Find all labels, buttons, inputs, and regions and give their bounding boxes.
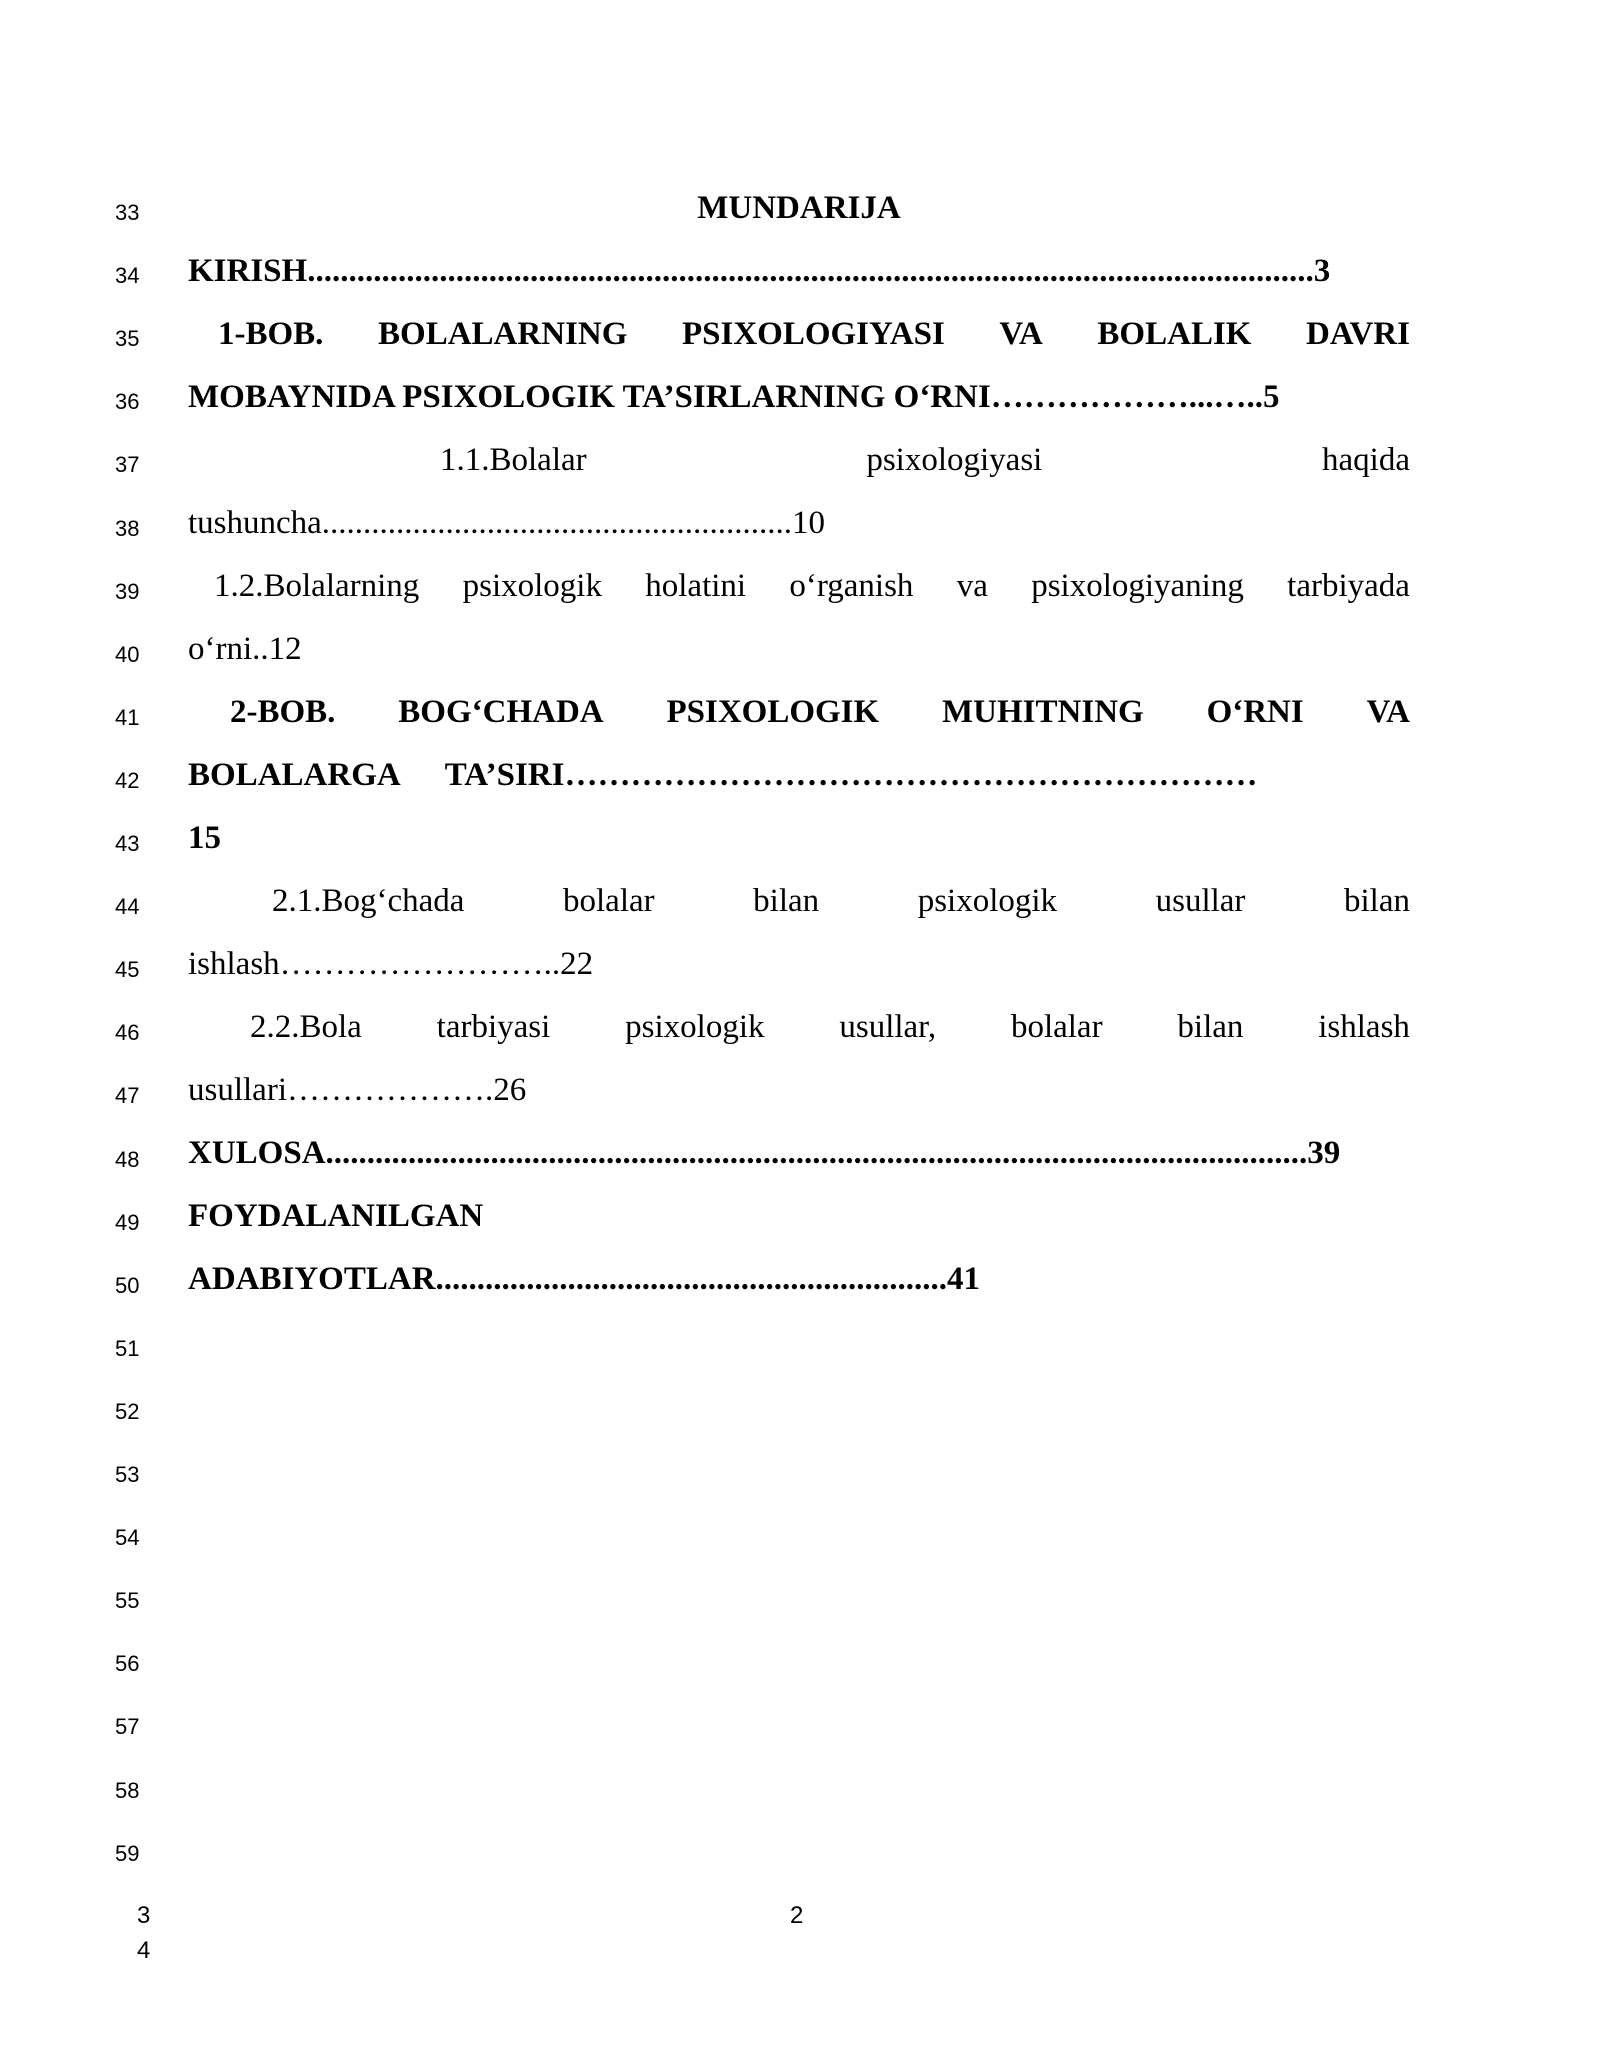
toc-word: BOLALIK — [1097, 316, 1252, 352]
toc-word: usullar — [1155, 883, 1246, 919]
toc-word: psixologiyasi — [866, 442, 1043, 478]
toc-word: PSIXOLOGIK — [666, 694, 880, 730]
line-number: 33 — [115, 200, 140, 225]
toc-word: usullar, — [839, 1009, 937, 1045]
toc-word: 2-BOB. — [230, 694, 336, 730]
toc-word: BOG‘CHADA — [398, 694, 604, 730]
toc-entry-kirish[interactable]: KIRISH..........................................................................................................................3 — [188, 253, 1331, 289]
toc-entry-2-2-line1[interactable] — [250, 1007, 1410, 1047]
toc-word: tarbiyasi — [436, 1009, 551, 1045]
line-number: 50 — [115, 1272, 140, 1298]
line-number: 35 — [115, 326, 140, 352]
line-number: 58 — [115, 1777, 140, 1803]
toc-word: O‘RNI — [1206, 694, 1304, 730]
toc-entry-foyd-line2[interactable]: ADABIYOTLAR..............................................................41 — [188, 1261, 981, 1297]
toc-word: psixologik — [917, 883, 1058, 919]
toc-word: DAVRI — [1306, 316, 1410, 352]
line-number: 34 — [115, 263, 140, 289]
toc-word: psixologik — [625, 1009, 765, 1045]
toc-entry-bob1-line2[interactable]: MOBAYNIDA PSIXOLOGIK TA’SIRLARNING O‘RNI………………...…..5 — [188, 379, 1280, 415]
toc-entry-bob2-line3[interactable]: 15 — [188, 820, 221, 856]
toc-word: BOLALARGA — [188, 757, 401, 793]
toc-word: psixologiyaning — [1031, 568, 1244, 604]
toc-word: bolalar — [563, 883, 655, 919]
footer-line-number-bottom: 4 — [137, 1937, 151, 1964]
toc-entry-2-2-line2[interactable]: usullari……………….26 — [188, 1072, 527, 1108]
toc-word: bilan — [1343, 883, 1410, 919]
toc-entry-2-1-line2[interactable]: ishlash……………………..22 — [188, 946, 594, 982]
toc-entry-foyd-line1[interactable]: FOYDALANILGAN — [188, 1198, 484, 1234]
line-number: 38 — [115, 515, 140, 541]
toc-word: o‘rganish — [789, 568, 914, 604]
toc-word: va — [956, 568, 988, 604]
toc-word: PSIXOLOGIYASI — [681, 316, 945, 352]
line-number: 42 — [115, 767, 140, 793]
toc-word: bilan — [1177, 1009, 1244, 1045]
toc-entry-1-1-line1[interactable] — [440, 440, 1410, 480]
line-number: 57 — [115, 1714, 140, 1740]
toc-word: holatini — [645, 568, 747, 604]
line-number: 43 — [115, 831, 140, 856]
line-number: 48 — [115, 1146, 140, 1172]
line-number: 59 — [115, 1840, 140, 1866]
toc-word: 1.1.Bolalar — [440, 442, 587, 478]
toc-entry-bob2-line1[interactable] — [230, 692, 1410, 732]
toc-entry-1-1-line2[interactable]: tushuncha.........................................................10 — [188, 505, 826, 541]
line-number: 47 — [115, 1083, 140, 1109]
toc-word: 2.2.Bola — [250, 1009, 362, 1045]
toc-word: TA’SIRI……………………………………………………… — [444, 757, 1258, 793]
toc-entry-1-2-line1[interactable] — [214, 566, 1410, 606]
toc-word: haqida — [1322, 442, 1410, 478]
toc-word: 2.1.Bog‘chada — [272, 883, 465, 919]
line-number: 39 — [115, 578, 140, 604]
toc-word: bilan — [753, 883, 820, 919]
line-number: 55 — [115, 1588, 140, 1614]
toc-word: psixologik — [462, 568, 602, 604]
toc-word: ishlash — [1318, 1009, 1410, 1045]
toc-word: 1-BOB. — [218, 316, 324, 352]
toc-entry-xulosa[interactable]: XULOSA.......................................................................................................................39 — [188, 1135, 1341, 1171]
page-number: 2 — [790, 1902, 804, 1929]
toc-word: VA — [1366, 694, 1410, 730]
line-number: 46 — [115, 1020, 140, 1046]
toc-word: 1.2.Bolalarning — [214, 568, 420, 604]
toc-word: tarbiyada — [1287, 568, 1410, 604]
line-number: 36 — [115, 389, 140, 415]
toc-title: MUNDARIJA — [697, 190, 901, 226]
line-number: 40 — [115, 641, 140, 667]
line-number: 41 — [115, 704, 140, 730]
toc-entry-bob1-line1[interactable] — [218, 314, 1410, 354]
toc-entry-bob2-line2[interactable] — [188, 755, 1410, 795]
line-number: 56 — [115, 1651, 140, 1677]
line-number: 45 — [115, 957, 140, 983]
toc-word: VA — [999, 316, 1043, 352]
line-number: 51 — [115, 1335, 140, 1361]
toc-entry-1-2-line2[interactable]: o‘rni..12 — [188, 631, 302, 667]
line-number: 44 — [115, 894, 140, 920]
toc-word: bolalar — [1010, 1009, 1103, 1045]
toc-entry-2-1-line1[interactable] — [272, 881, 1410, 921]
footer-line-number-top: 3 — [137, 1902, 151, 1929]
line-number: 49 — [115, 1209, 140, 1235]
toc-word: BOLALARNING — [378, 316, 628, 352]
line-number: 52 — [115, 1398, 140, 1424]
line-number: 53 — [115, 1462, 140, 1487]
line-number: 54 — [115, 1525, 140, 1551]
line-number: 37 — [115, 452, 140, 478]
toc-word: MUHITNING — [942, 694, 1144, 730]
